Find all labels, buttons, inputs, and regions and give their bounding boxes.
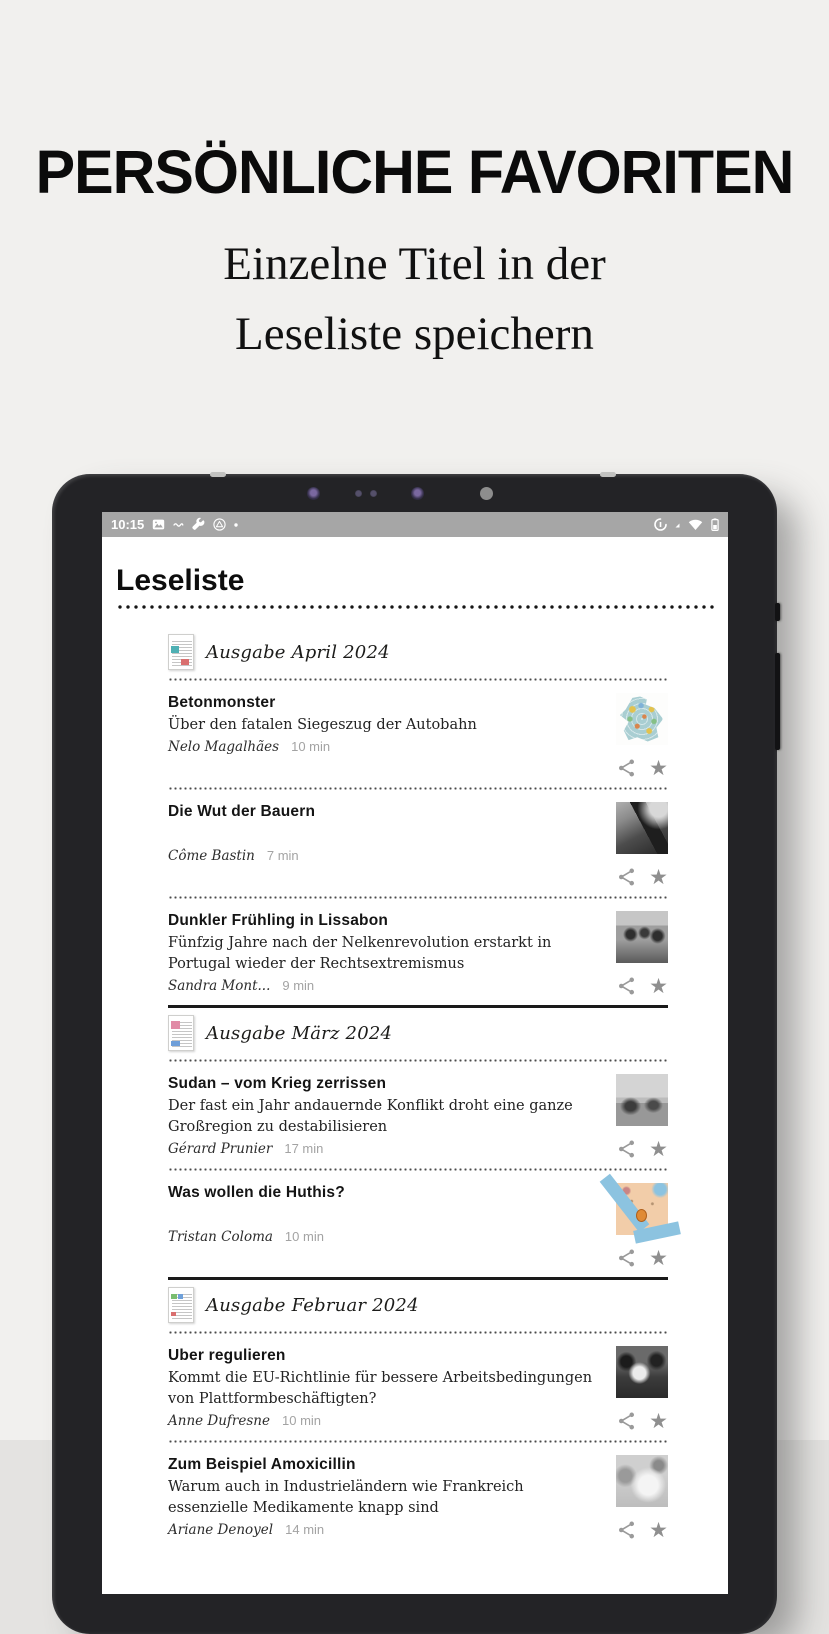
share-icon[interactable] <box>617 976 636 996</box>
issue-cover-thumbnail <box>168 1015 194 1051</box>
article-row[interactable] <box>168 899 668 1005</box>
camera-lens-icon <box>307 487 320 500</box>
article-thumbnail-photo <box>616 1074 668 1126</box>
article-subtitle <box>168 824 598 845</box>
article-author: Gérard Prunier <box>168 1141 273 1157</box>
article-thumbnail-france-map <box>616 693 668 745</box>
favorite-star-icon[interactable]: ★ <box>649 1137 668 1161</box>
share-icon[interactable] <box>617 1248 636 1268</box>
hero <box>0 0 829 369</box>
article-subtitle: Über den fatalen Siegeszug der Autobahn <box>168 717 477 733</box>
article-row[interactable] <box>168 790 668 896</box>
article-row[interactable] <box>168 681 668 787</box>
hero-subtitle-line1: Einzelne Titel in der <box>223 238 606 290</box>
status-bar-left <box>111 517 238 532</box>
issue-cover-thumbnail <box>168 1287 194 1323</box>
triangle-alert-icon <box>213 518 226 531</box>
share-icon[interactable] <box>617 1520 636 1540</box>
article-duration: 10 min <box>284 1229 324 1244</box>
article-title: Die Wut der Bauern <box>168 803 316 820</box>
hero-subtitle-line2: Leseliste speichern <box>235 308 594 360</box>
favorite-star-icon[interactable]: ★ <box>649 974 668 998</box>
article-row[interactable] <box>168 1334 668 1440</box>
status-bar-right <box>654 518 719 531</box>
article-title: Sudan – vom Krieg zerrissen <box>168 1075 387 1092</box>
article-subtitle: Der fast ein Jahr andauernde Konflikt droht eine ganze Großregion zu destabilisieren <box>168 1098 573 1135</box>
camera-sensor-icon <box>355 490 362 497</box>
article-thumbnail-photo <box>616 802 668 854</box>
article-title: Dunkler Frühling in Lissabon <box>168 912 389 929</box>
share-icon[interactable] <box>617 1411 636 1431</box>
section-label: Ausgabe Februar 2024 <box>206 1294 419 1316</box>
article-duration: 9 min <box>282 978 315 993</box>
article-author: Côme Bastin <box>168 848 255 864</box>
power-button <box>775 603 780 621</box>
article-row[interactable] <box>168 1171 668 1277</box>
article-author: Sandra Mont... <box>168 978 271 994</box>
camera-dot-icon <box>480 487 493 500</box>
article-title: Uber regulieren <box>168 1347 286 1364</box>
share-icon[interactable] <box>617 867 636 887</box>
favorite-star-icon[interactable]: ★ <box>649 865 668 889</box>
share-icon[interactable] <box>617 1139 636 1159</box>
section-header-april <box>168 627 668 678</box>
article-subtitle: Warum auch in Industrieländern wie Frankreich essenzielle Medikamente knapp sind <box>168 1479 524 1516</box>
article-subtitle: Kommt die EU-Richtlinie für bessere Arbeitsbedingungen von Plattformbeschäftigten? <box>168 1370 593 1407</box>
status-bar <box>102 512 728 537</box>
front-camera-cluster <box>52 474 777 512</box>
article-author: Ariane Denoyel <box>168 1522 274 1538</box>
article-list <box>168 609 668 1549</box>
wrench-icon <box>192 518 205 531</box>
battery-icon <box>711 518 719 531</box>
article-title: Was wollen die Huthis? <box>168 1184 345 1201</box>
data-saver-icon <box>654 518 667 531</box>
tablet-mockup <box>52 474 777 1634</box>
article-duration: 17 min <box>284 1141 324 1156</box>
article-author: Anne Dufresne <box>168 1413 270 1429</box>
article-subtitle: Fünfzig Jahre nach der Nelkenrevolution erstarkt in Portugal wieder der Rechtsextremismus <box>168 935 552 972</box>
volume-rocker <box>775 653 780 750</box>
article-duration: 10 min <box>282 1413 322 1428</box>
favorite-star-icon[interactable]: ★ <box>649 1246 668 1270</box>
page-title: Leseliste <box>116 564 245 597</box>
section-label: Ausgabe April 2024 <box>206 641 390 663</box>
hero-title: PERSÖNLICHE FAVORITEN <box>35 138 794 206</box>
section-header-februar <box>168 1280 668 1331</box>
issue-cover-thumbnail <box>168 634 194 670</box>
camera-sensor-icon <box>370 490 377 497</box>
article-duration: 7 min <box>266 848 299 863</box>
article-thumbnail-photo <box>616 1346 668 1398</box>
share-icon[interactable] <box>617 758 636 778</box>
tether-icon <box>173 521 184 529</box>
camera-lens-icon <box>411 487 424 500</box>
dot-icon <box>234 523 238 527</box>
article-title: Zum Beispiel Amoxicillin <box>168 1456 356 1473</box>
article-title: Betonmonster <box>168 694 276 711</box>
section-label: Ausgabe März 2024 <box>206 1022 393 1044</box>
hero-subtitle <box>0 229 829 369</box>
article-thumbnail-photo <box>616 911 668 963</box>
vpn-dot-icon <box>675 522 680 528</box>
article-row[interactable] <box>168 1062 668 1168</box>
wifi-icon <box>688 519 703 531</box>
article-subtitle <box>168 1205 598 1226</box>
favorite-star-icon[interactable]: ★ <box>649 1409 668 1433</box>
section-header-maerz <box>168 1008 668 1059</box>
status-time: 10:15 <box>111 517 145 532</box>
photo-icon <box>152 518 165 531</box>
article-thumbnail-photo <box>616 1455 668 1507</box>
article-thumbnail-redsea-map <box>616 1183 668 1235</box>
tablet-screen <box>102 512 728 1594</box>
article-author: Tristan Coloma <box>168 1229 273 1245</box>
favorite-star-icon[interactable]: ★ <box>649 756 668 780</box>
favorite-star-icon[interactable]: ★ <box>649 1518 668 1542</box>
article-duration: 14 min <box>285 1522 325 1537</box>
article-row[interactable] <box>168 1443 668 1549</box>
article-duration: 10 min <box>291 739 331 754</box>
article-author: Nelo Magalhães <box>168 739 280 755</box>
reading-list-screen <box>102 564 728 1549</box>
